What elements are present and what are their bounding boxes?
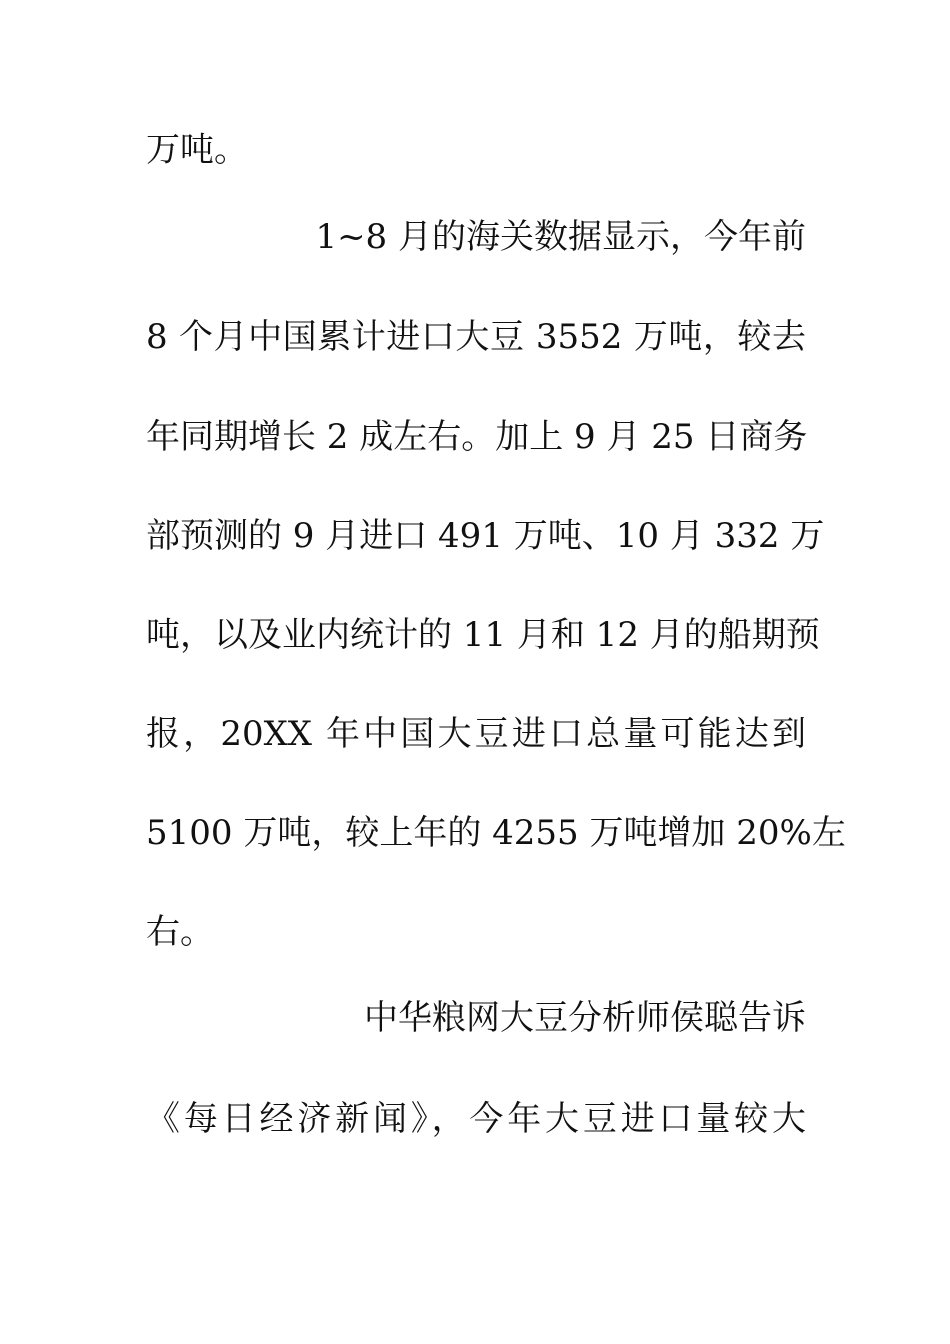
paragraph-start-line: 1~8 月的海关数据显示，今年前 xyxy=(315,217,806,257)
text-line: 5100 万吨，较上年的 4255 万吨增加 20%左 xyxy=(146,813,846,853)
paragraph-start-line: 中华粮网大豆分析师侯聪告诉 xyxy=(364,998,806,1038)
text-line: 《每日经济新闻》，今年大豆进口量较大 xyxy=(146,1099,806,1139)
text-line: 万吨。 xyxy=(146,130,248,170)
text-line: 右。 xyxy=(146,912,214,952)
text-line: 吨，以及业内统计的 11 月和 12 月的船期预 xyxy=(146,615,820,655)
text-line: 报，20XX 年中国大豆进口总量可能达到 xyxy=(146,714,806,754)
text-line: 部预测的 9 月进口 491 万吨、10 月 332 万 xyxy=(146,516,825,556)
text-line: 年同期增长 2 成左右。加上 9 月 25 日商务 xyxy=(146,417,808,457)
text-line: 8 个月中国累计进口大豆 3552 万吨，较去 xyxy=(146,317,806,357)
